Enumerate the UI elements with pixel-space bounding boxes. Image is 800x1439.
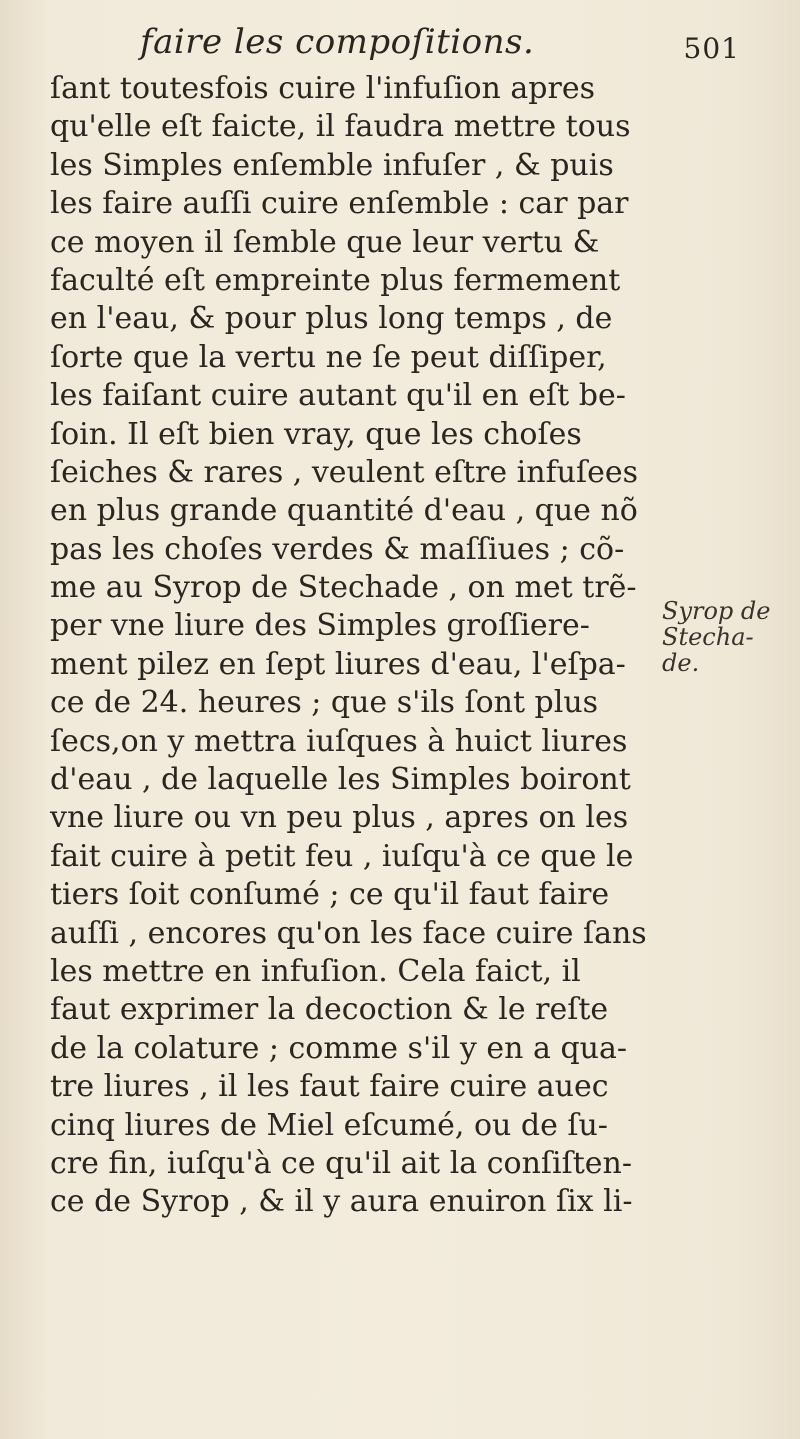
margin-note — [662, 598, 782, 676]
text-line: ce de 24. heures ; que s'ils ſont plus — [50, 685, 599, 721]
margin-note-line: Syrop de — [662, 597, 771, 625]
text-line: ſorte que la vertu ne ſe peut diſſiper, — [50, 339, 607, 375]
text-line: ment pilez en ſept liures d'eau, l'eſpa- — [50, 646, 626, 682]
body-text — [50, 70, 650, 1430]
text-line: fait cuire à petit feu , iuſqu'à ce que le — [50, 838, 634, 874]
text-line: de la colature ; comme s'il y en a qua- — [50, 1030, 627, 1066]
text-line: pas les choſes verdes & maſſiues ; cõ- — [50, 531, 625, 567]
page-number: 501 — [683, 32, 740, 65]
margin-note-line: Stecha- — [662, 623, 754, 651]
text-line: en plus grande quantité d'eau , que nõ — [50, 493, 638, 529]
text-line: les Simples enſemble infuſer , & puis — [50, 147, 614, 183]
text-line: les faiſant cuire autant qu'il en eſt be- — [50, 378, 626, 414]
text-line: qu'elle eſt faicte, il faudra mettre tous — [50, 109, 631, 145]
text-line: ce moyen il ſemble que leur vertu & — [50, 224, 600, 260]
text-line: cre fin, iuſqu'à ce qu'il ait la conſiſten- — [50, 1145, 632, 1181]
text-line: ſant toutesfois cuire l'infuſion apres — [50, 71, 595, 106]
text-line: les mettre en infuſion. Cela faict, il — [50, 953, 581, 989]
text-line: tiers ſoit conſumé ; ce qu'il faut faire — [50, 877, 610, 913]
text-line: ſecs,on y mettra iuſques à huict liures — [50, 723, 628, 759]
text-line: per vne liure des Simples groſſiere- — [50, 608, 590, 644]
text-line: ſeiches & rares , veulent eſtre infuſees — [50, 454, 639, 490]
margin-note-line: de. — [662, 649, 700, 677]
text-line: en l'eau, & pour plus long temps , de — [50, 301, 613, 337]
text-line: ſoin. Il eſt bien vray, que les choſes — [50, 416, 582, 452]
text-line: me au Syrop de Stechade , on met trẽ- — [50, 570, 637, 606]
text-line: faculté eſt empreinte plus fermement — [50, 262, 621, 298]
text-line: ce de Syrop , & il y aura enuiron ſix li- — [50, 1184, 633, 1220]
text-line: tre liures , il les faut faire cuire auec — [50, 1069, 609, 1105]
running-head: faire les compoſitions. — [140, 22, 535, 62]
text-line: les faire auſſi cuire enſemble : car par — [50, 186, 629, 222]
text-line: vne liure ou vn peu plus , apres on les — [50, 800, 629, 836]
text-line: d'eau , de laquelle les Simples boiront — [50, 762, 631, 798]
text-line: faut exprimer la decoction & le reſte — [50, 992, 609, 1028]
page-header — [140, 18, 750, 78]
text-line: auſſi , encores qu'on les face cuire ſans — [50, 915, 647, 951]
text-line: cinq liures de Miel eſcumé, ou de ſu- — [50, 1107, 608, 1143]
